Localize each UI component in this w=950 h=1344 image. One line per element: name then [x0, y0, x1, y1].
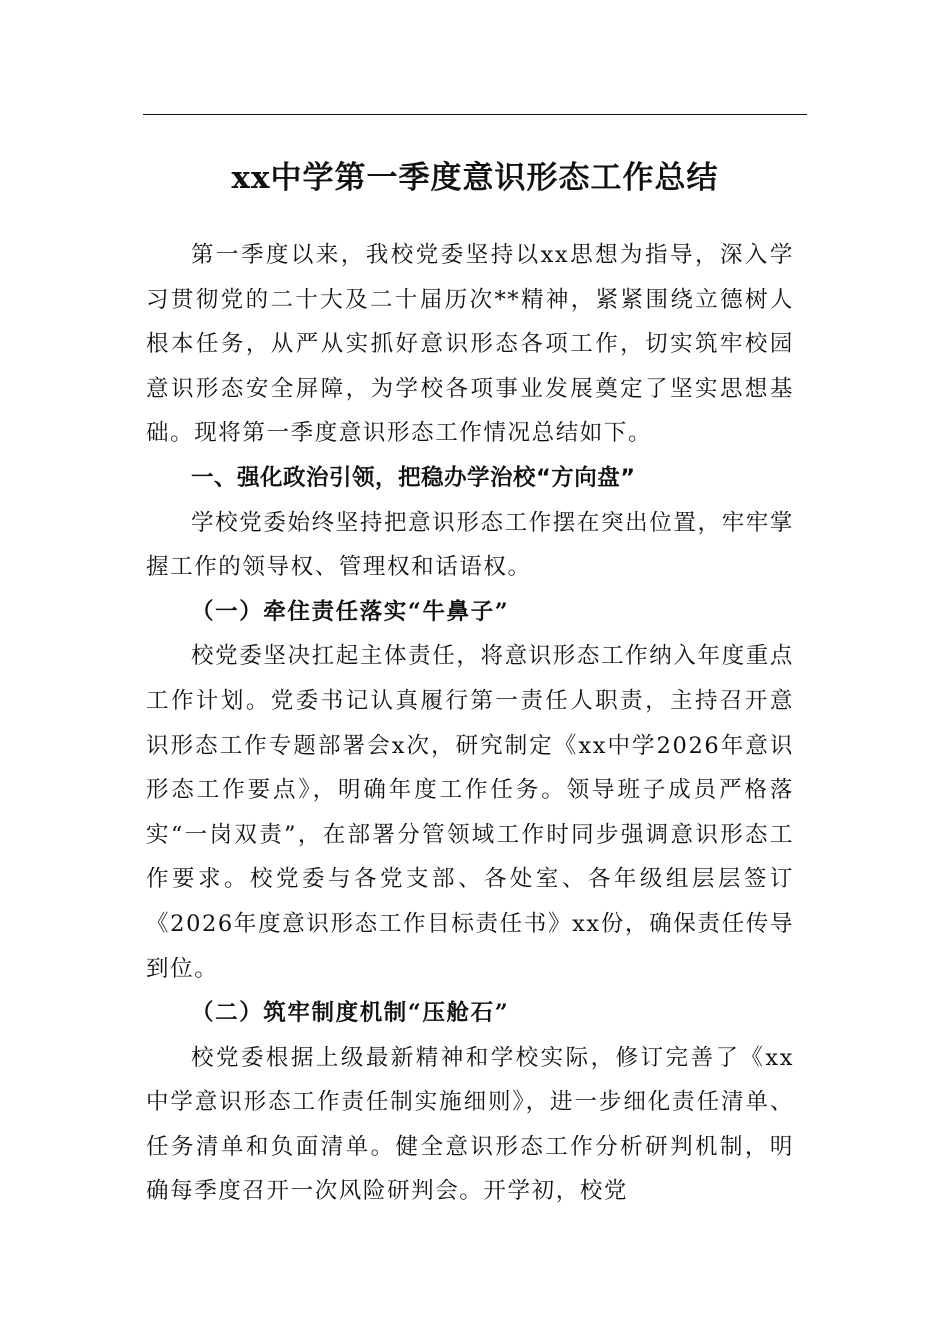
document-title: xx中学第一季度意识形态工作总结	[231, 160, 719, 196]
subsection-1-heading: （一）牵住责任落实“牛鼻子”	[191, 598, 510, 625]
intro-paragraph: 第一季度以来，我校党委坚持以xx思想为指导，深入学习贯彻党的二十大及二十届历次**精神，紧紧围绕立德树人根本任务，从严从实抓好意识形态各项工作，切实筑牢校园意识形态安全屏障，为学校各项事业发展奠定了坚实思想基础。现将第一季度意识形态工作情况总结如下。	[146, 242, 794, 447]
subsection-1-paragraph: 校党委坚决扛起主体责任，将意识形态工作纳入年度重点工作计划。党委书记认真履行第一责任人职责，主持召开意识形态工作专题部署会x次，研究制定《xx中学2026年意识形态工作要点》，明确年度工作任务。领导班子成员严格落实“一岗双责”，在部署分管领域工作时同步强调意识形态工作要求。校党委与各党支部、各处室、各年级组层层签订《2026年度意识形态工作目标责任书》xx份，确保责任传导到位。	[146, 643, 794, 982]
section-1-heading: 一、强化政治引领，把稳办学治校“方向盘”	[191, 464, 636, 491]
document-body	[146, 233, 794, 1214]
subsection-2-heading: （二）筑牢制度机制“压舱石”	[191, 1000, 510, 1027]
subsection-2-paragraph: 校党委根据上级最新精神和学校实际，修订完善了《xx中学意识形态工作责任制实施细则》，进一步细化责任清单、任务清单和负面清单。健全意识形态工作分析研判机制，明确每季度召开一次风险研判会。开学初，校党	[146, 1044, 794, 1205]
section-1-paragraph: 学校党委始终坚持把意识形态工作摆在突出位置，牢牢掌握工作的领导权、管理权和话语权。	[146, 509, 794, 581]
header-rule	[143, 114, 807, 115]
